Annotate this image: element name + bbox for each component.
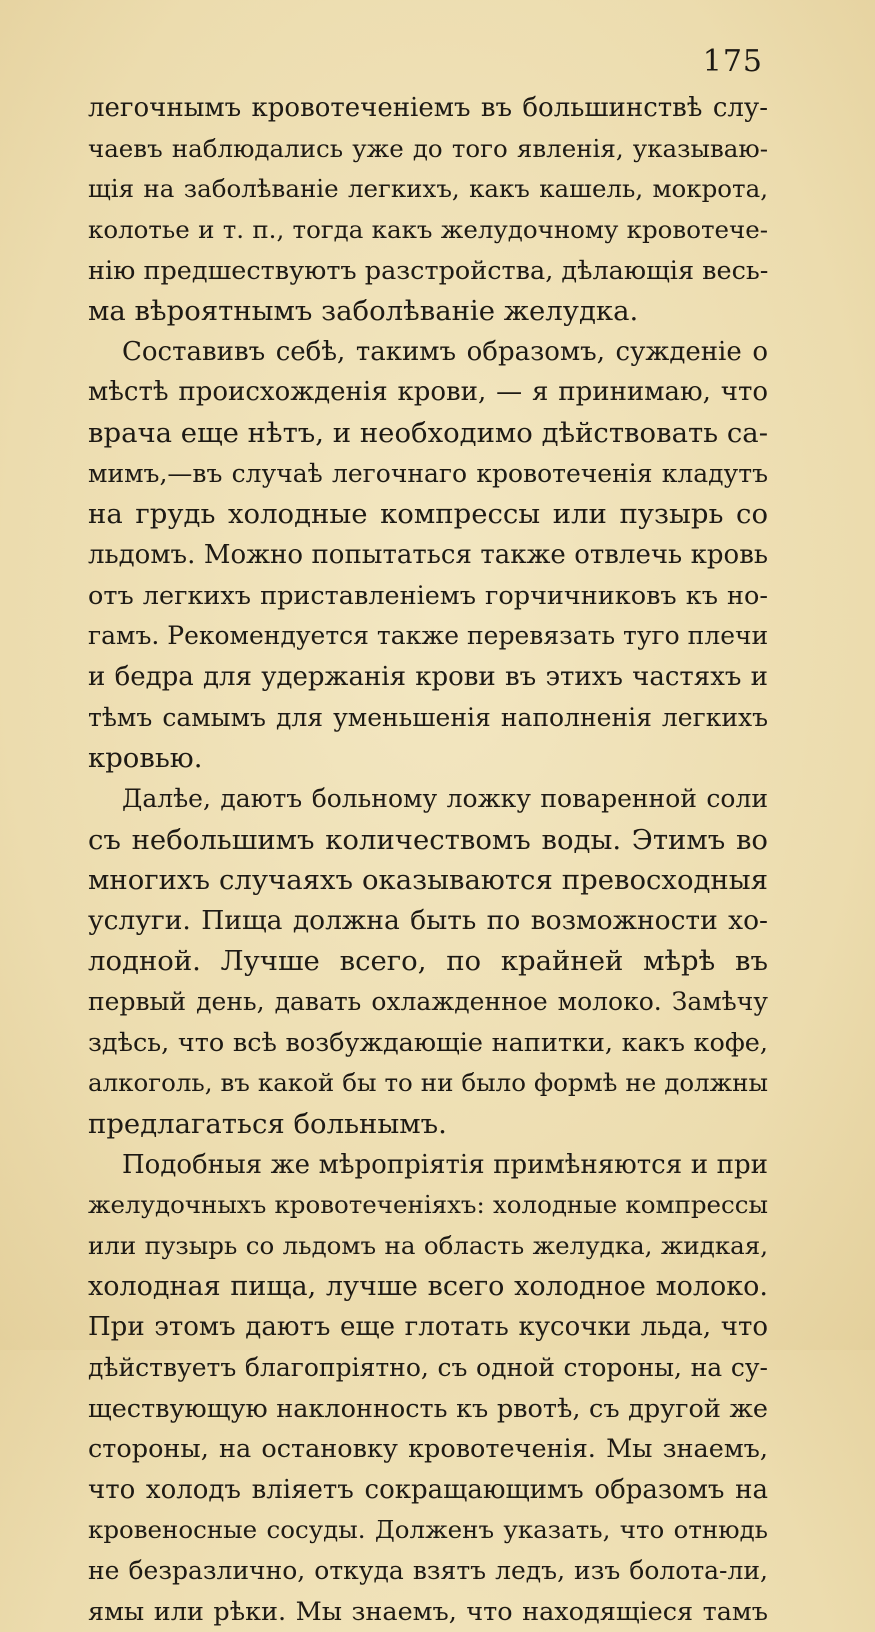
text-line: съ небольшимъ количествомъ воды. Этимъ во	[88, 823, 768, 856]
body-text	[88, 88, 768, 1632]
text-line: мѣстѣ происхожденія крови, — я принимаю, что	[88, 377, 768, 408]
text-line: многихъ случаяхъ оказываются превосходныя	[88, 864, 768, 897]
text-line: предлагаться больнымъ.	[88, 1108, 447, 1141]
text-line: чаевъ наблюдались уже до того явленія, указываю-	[88, 133, 768, 163]
text-line: отъ легкихъ приставленіемъ горчичниковъ къ но-	[88, 580, 768, 611]
text-line: ма вѣроятнымъ заболѣваніе желудка.	[88, 295, 639, 328]
text-line: нію предшествуютъ разстройства, дѣлающія весь-	[88, 255, 769, 286]
text-line: не безразлично, откуда взятъ ледъ, изъ болота-ли,	[88, 1556, 768, 1586]
text-line: Составивъ себѣ, такимъ образомъ, сужденіе о	[122, 336, 768, 367]
page-number: 175	[702, 44, 763, 79]
text-line: мимъ,—въ случаѣ легочнаго кровотеченія кладутъ	[88, 458, 768, 488]
text-line: ществующую наклонность къ рвотѣ, съ другой же	[88, 1393, 768, 1424]
text-line: алкоголь, въ какой бы то ни было формѣ не должны	[88, 1068, 768, 1098]
text-line: ямы или рѣки. Мы знаемъ, что находящіеся тамъ	[88, 1596, 768, 1627]
text-line: и бедра для удержанія крови въ этихъ частяхъ и	[88, 661, 768, 692]
text-line: колотье и т. п., тогда какъ желудочному кровотече-	[88, 214, 768, 244]
text-line: тѣмъ самымъ для уменьшенія наполненія легкихъ	[88, 702, 768, 732]
text-line: здѣсь, что всѣ возбуждающіе напитки, какъ кофе,	[88, 1027, 768, 1058]
text-line: стороны, на остановку кровотеченія. Мы знаемъ,	[88, 1434, 768, 1465]
text-line: легочнымъ кровотеченіемъ въ большинствѣ слу-	[88, 93, 768, 123]
text-line: Далѣе, даютъ больному ложку поваренной соли	[122, 783, 768, 813]
text-line: на грудь холодные компрессы или пузырь со	[88, 498, 768, 531]
text-line: дѣйствуетъ благопріятно, съ одной стороны, на су-	[88, 1352, 768, 1382]
text-line: что холодъ вліяетъ сокращающимъ образомъ на	[88, 1474, 768, 1505]
text-line: или пузырь со льдомъ на область желудка, жидкая,	[88, 1230, 768, 1260]
text-line: гамъ. Рекомендуется также перевязать туго плечи	[88, 621, 769, 651]
text-line: услуги. Пища должна быть по возможности хо-	[88, 904, 768, 936]
text-line: лодной. Лучше всего, по крайней мѣрѣ въ	[88, 945, 768, 978]
text-line: льдомъ. Можно попытаться также отвлечь кровь	[88, 540, 768, 571]
text-line: кровью.	[88, 742, 203, 775]
text-line: щія на заболѣваніе легкихъ, какъ кашель, мокрота,	[88, 174, 768, 204]
text-line: холодная пища, лучше всего холодное молоко.	[88, 1270, 768, 1302]
text-line: первый день, давать охлажденное молоко. Замѣчу	[88, 987, 768, 1017]
text-line: При этомъ даютъ еще глотать кусочки льда, что	[88, 1312, 768, 1343]
text-line: кровеносные сосуды. Долженъ указать, что отнюдь	[88, 1515, 768, 1545]
text-line: Подобныя же мѣропріятія примѣняются и при	[122, 1149, 768, 1180]
text-line: врача еще нѣтъ, и необходимо дѣйствовать са-	[88, 417, 768, 450]
text-line: желудочныхъ кровотеченіяхъ: холодные компрессы	[88, 1190, 768, 1220]
